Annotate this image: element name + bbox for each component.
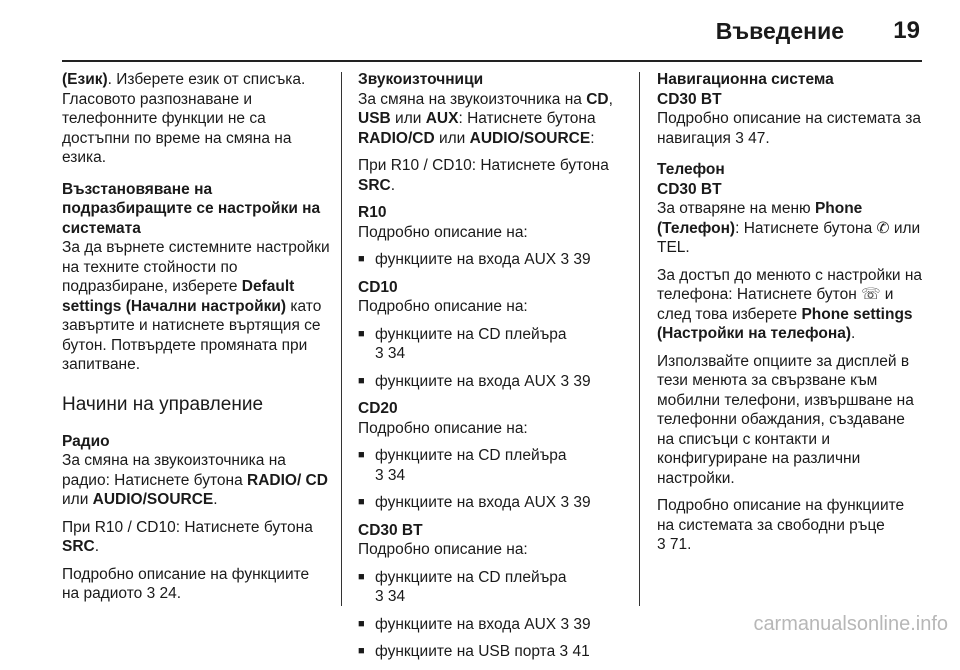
usb-label: USB	[358, 110, 391, 127]
list-item-text: функциите на входа AUX	[375, 372, 561, 390]
reset-heading: Възстановяване на подразбиращите се настройки на системата	[62, 180, 321, 237]
radio-paragraph	[62, 451, 330, 510]
page-reference: 3 41	[559, 643, 590, 660]
nav-model-heading: CD30 BT	[657, 90, 722, 108]
list-item-text: функциите на USB порта	[375, 643, 560, 660]
radio-detail-end: .	[176, 585, 182, 602]
group-title: CD30 BT	[358, 521, 423, 539]
reset-text-2: като завъртите и натиснете въртящия се бутон. Потвърдете промяната при запитване.	[62, 297, 322, 373]
src-paragraph	[62, 518, 330, 557]
phone-settings-text-2: и след това изберете	[657, 286, 894, 323]
list-item-text: функциите на CD плейъра	[375, 568, 567, 586]
group-cd30bt	[358, 521, 626, 662]
list-item-text: функциите на входа AUX	[375, 615, 561, 633]
page-header	[0, 0, 960, 62]
column-3	[657, 70, 925, 563]
reset-paragraph	[62, 238, 330, 375]
cd-label: CD	[586, 90, 609, 108]
sources-heading: Звукоизточници	[358, 71, 484, 88]
radio-heading: Радио	[62, 432, 110, 450]
list-item	[358, 325, 626, 364]
group-cd20	[358, 399, 626, 513]
phone-settings-icon: ☏	[861, 286, 881, 303]
phone-settings-text-3: .	[850, 325, 856, 342]
default-settings-label: Default settings (Начални настройки)	[62, 278, 295, 315]
list-item-text: функциите на входа AUX	[375, 494, 561, 511]
audio-source-label: AUDIO/SOURCE	[92, 491, 214, 508]
page-reference: 3 34	[375, 345, 406, 362]
page-reference: 3 34	[375, 588, 406, 605]
list-item	[358, 250, 626, 270]
src-text-1: При R10 / CD10: Натиснете бутона	[62, 518, 313, 536]
audio-source-label: AUDIO/SOURCE	[469, 129, 591, 147]
radio-text-3: .	[213, 491, 218, 508]
phone-options-paragraph: Използвайте опциите за дисплей в тези менюта за свързване към мобилни телефони, извършване на телефонни обаждания, създаване на списъци с контакти и конфигуриране на различни настройки.	[657, 352, 914, 487]
column-divider-1	[341, 72, 342, 606]
sources-src-end: .	[390, 176, 396, 194]
handsfree-text: Подробно описание на функциите на системата за свободни ръце	[657, 497, 905, 534]
page-reference: 3 34	[375, 466, 406, 484]
src-label: SRC	[62, 538, 95, 555]
aux-label: AUX	[425, 110, 459, 127]
language-label: (Език)	[62, 71, 108, 88]
language-paragraph	[62, 70, 330, 168]
header-rule	[62, 60, 922, 62]
list-item	[358, 568, 626, 607]
radio-detail-paragraph	[62, 565, 330, 604]
nav-text-end: .	[765, 129, 770, 147]
phone-model-heading: CD30 BT	[657, 180, 722, 198]
page-reference: 3 39	[560, 251, 591, 268]
phone-heading: Телефон	[657, 161, 725, 178]
radio-cd-label: RADIO/ CD	[247, 471, 328, 489]
sources-text-2: ,	[608, 90, 613, 108]
handsfree-paragraph	[657, 496, 925, 555]
page-reference: 3 24	[146, 585, 177, 602]
page-reference: 3 71	[657, 536, 688, 553]
page-number: 19	[893, 17, 920, 44]
phone-icon: ✆	[876, 219, 890, 237]
page-reference: 3 39	[560, 615, 591, 633]
page-reference: 3 39	[560, 494, 591, 511]
nav-text: Подробно описание на системата за навигация	[657, 110, 921, 147]
list-item	[358, 493, 626, 513]
src-text-2: .	[94, 538, 100, 555]
sources-text-4: : Натиснете бутона	[458, 110, 596, 127]
section-title: Начини на управление	[62, 393, 264, 415]
src-label: SRC	[358, 176, 391, 194]
group-desc: Подробно описание на:	[358, 541, 528, 558]
sources-src-paragraph	[358, 156, 626, 195]
radio-text-2: или	[62, 491, 93, 508]
handsfree-text-end: .	[687, 536, 692, 553]
nav-heading: Навигационна система	[657, 71, 834, 88]
phone-label: Phone (Телефон)	[657, 200, 863, 237]
group-desc: Подробно описание на:	[358, 298, 528, 315]
list-item-text: функциите на входа AUX	[375, 251, 561, 268]
group-title: R10	[358, 204, 387, 221]
list-item	[358, 372, 626, 392]
column-divider-2	[639, 72, 640, 606]
list-item-text: функциите на CD плейъра	[375, 447, 567, 464]
list-item-text: функциите на CD плейъра	[375, 325, 567, 343]
nav-paragraph	[657, 109, 925, 148]
sources-text-5: или	[434, 129, 470, 147]
language-text: . Изберете език от списъка. Гласовото разпознаване и телефонните функции не са достъпни по време на смяна на езика.	[62, 71, 306, 166]
radio-text-1: За смяна на звукоизточника на радио: Натиснете бутона	[62, 452, 286, 489]
chapter-title: Въведение	[715, 18, 844, 44]
phone-settings-paragraph	[657, 266, 925, 344]
group-desc: Подробно описание на:	[358, 419, 528, 437]
phone-menu-text-1: За отваряне на меню	[657, 200, 815, 217]
group-title: CD20	[358, 400, 398, 417]
phone-menu-text-3: или TEL.	[657, 219, 921, 256]
radio-cd-label: RADIO/CD	[358, 129, 435, 147]
column-1	[62, 70, 330, 612]
group-title: CD10	[358, 278, 398, 296]
phone-menu-paragraph	[657, 199, 925, 258]
list-item	[358, 615, 626, 635]
column-2	[358, 70, 626, 670]
radio-detail-text: Подробно описание на функциите на радиото	[62, 565, 310, 602]
list-item	[358, 642, 626, 662]
page-reference: 3 39	[560, 372, 591, 390]
phone-settings-label: Phone settings (Настройки на телефона)	[657, 305, 913, 342]
watermark: carmanualsonline.info	[753, 613, 948, 635]
list-item	[358, 446, 626, 485]
sources-text-3: или	[390, 110, 426, 127]
sources-src-text: При R10 / CD10: Натиснете бутона	[358, 157, 609, 174]
sources-paragraph	[358, 90, 626, 149]
reset-text-1: За да върнете системните настройки на техните стойности по подразбиране, изберете	[62, 239, 330, 295]
page-reference: 3 47	[735, 129, 766, 147]
group-desc: Подробно описание на:	[358, 223, 528, 241]
group-cd10	[358, 278, 626, 392]
group-r10	[358, 203, 626, 270]
phone-menu-text-2: : Натиснете бутона	[735, 219, 877, 237]
phone-settings-text-1: За достъп до менюто с настройки на телефона: Натиснете бутон	[657, 266, 923, 303]
sources-text-6: :	[590, 129, 595, 147]
sources-text-1: За смяна на звукоизточника на	[358, 90, 587, 108]
